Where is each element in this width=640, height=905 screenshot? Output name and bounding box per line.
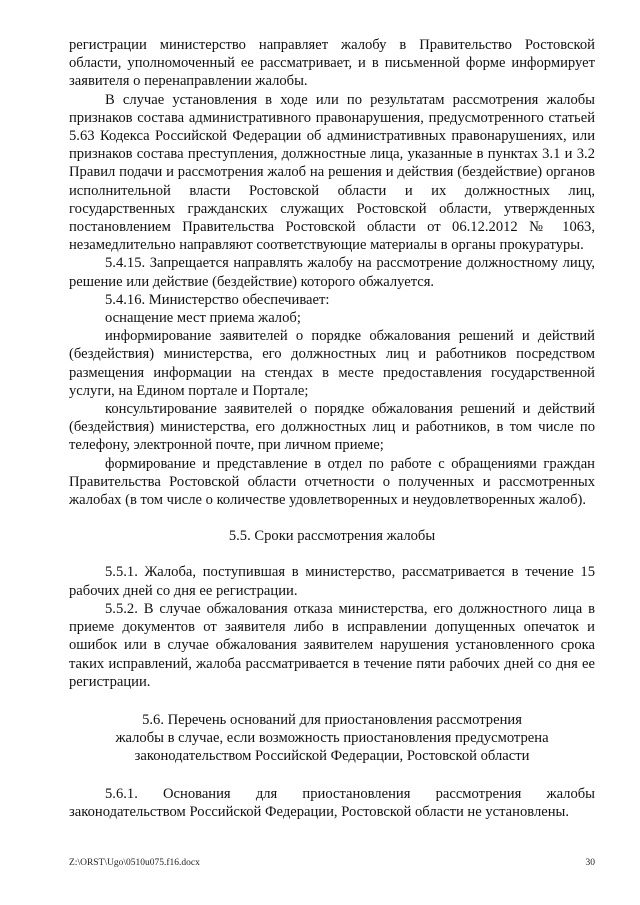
paragraph: консультирование заявителей о порядке обжалования решений и действий (бездействия) министерства, его должностных лиц и работников, в том числе по телефону, электронной почте, при личном приеме; xyxy=(69,401,595,454)
paragraph: 5.5.1. Жалоба, поступившая в министерство, рассматривается в течение 15 рабочих дней со дня ее регистрации. xyxy=(69,564,595,599)
paragraph: формирование и представление в отдел по работе с обращениями граждан Правительства Ростовской области отчетности о полученных и рассмотренных жалобах (в том числе о количестве удовлетворенных и неудовлетворенных жалоб). xyxy=(69,455,595,509)
paragraph: 5.5.2. В случае обжалования отказа министерства, его должностного лица в приеме документов от заявителя либо в исправлении допущенных опечаток и ошибок или в случае обжалования заявителем нарушения установленного срока таких исправлений, жалоба рассматривается в течение пяти рабочих дней со дня ее регистрации. xyxy=(69,600,595,690)
paragraph: оснащение мест приема жалоб; xyxy=(105,310,301,327)
paragraphs-bottom xyxy=(69,785,595,821)
footer-page-number: 30 xyxy=(585,858,595,868)
paragraph: В случае установления в ходе или по результатам рассмотрения жалобы признаков состава административного правонарушения, предусмотренного статьей 5.63 Кодекса Российской Федерации об административных правонарушениях, или признаков состава преступления, должностные лица, указанные в пунктах 3.1 и 3.2 Правил подачи и рассмотрения жалоб на решения и действия (бездействие) органов исполнительной власти Ростовской области и их должностных лиц, государственных гражданских служащих Ростовской области, утвержденных постановлением Правительства Ростовской области от 06.12.2012 № 1063, незамедлительно направляют соответствующие материалы в органы прокуратуры. xyxy=(69,91,595,254)
paragraph: регистрации министерство направляет жалобу в Правительство Ростовской области, уполномоченный ее рассматривает, и в письменной форме информирует заявителя о перенаправлении жалобы. xyxy=(69,37,595,90)
heading-line: законодательством Российской Федерации, Ростовской области xyxy=(134,748,530,765)
section-heading-5-6 xyxy=(69,711,595,766)
paragraphs-mid xyxy=(69,563,595,690)
paragraphs-top xyxy=(69,36,595,509)
paragraph: 5.4.15. Запрещается направлять жалобу на рассмотрение должностному лицу, решение или действие (бездействие) которого обжалуется. xyxy=(69,255,595,290)
footer-file-path: Z:\ORST\Ugo\0510u075.f16.docx xyxy=(69,858,200,868)
heading-line: 5.6. Перечень оснований для приостановления рассмотрения xyxy=(142,711,522,728)
document-body xyxy=(69,36,595,821)
paragraph: 5.6.1. Основания для приостановления рассмотрения жалобы законодательством Российской Федерации, Ростовской области не установлены. xyxy=(69,785,595,820)
paragraph: информирование заявителей о порядке обжалования решений и действий (бездействия) министерства, его должностных лиц и работников посредством размещения информации на стендах в месте предоставления государственной услуги, на Едином портале и Портале; xyxy=(69,328,595,399)
paragraph: 5.4.16. Министерство обеспечивает: xyxy=(105,291,330,308)
section-heading-5-5: 5.5. Сроки рассмотрения жалобы xyxy=(228,528,436,545)
heading-line: жалобы в случае, если возможность приостановления предусмотрена xyxy=(115,730,549,747)
